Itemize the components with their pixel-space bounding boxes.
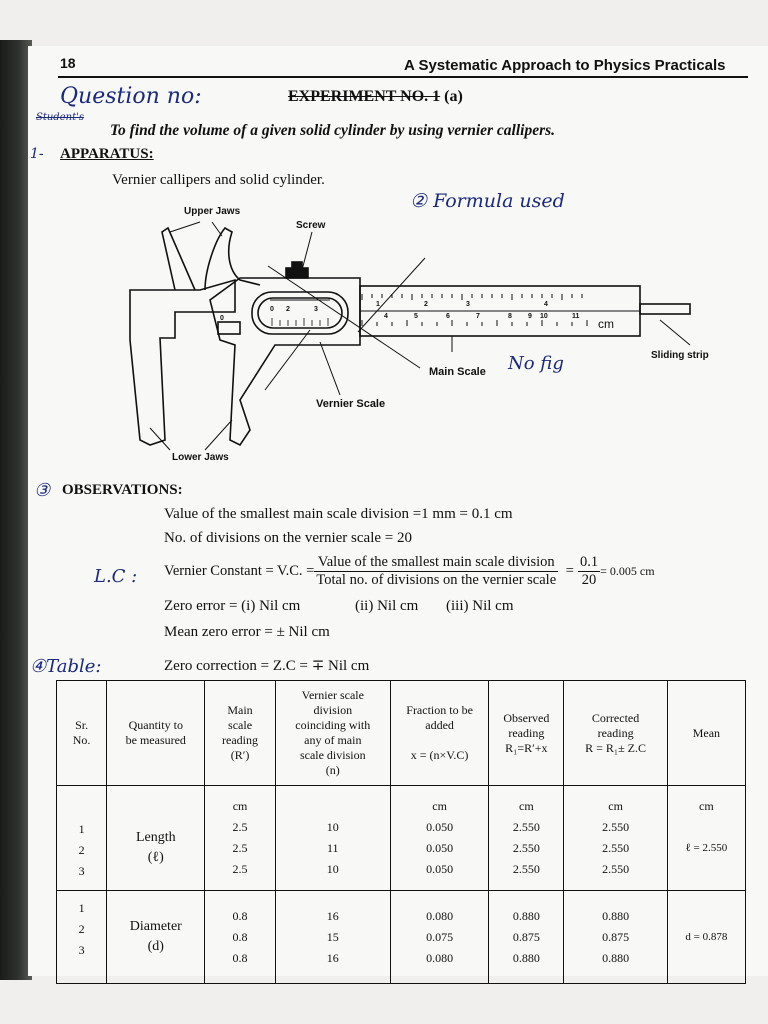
unit-label: cm: [699, 799, 714, 813]
vernier-cell: [275, 786, 390, 891]
vernier-cell: [275, 891, 390, 984]
handwritten-no-fig: No fig: [508, 353, 564, 374]
observed-value: 0.880: [512, 950, 540, 965]
vernier-scale-number: 0: [270, 306, 274, 313]
lower-scale-number: 7: [476, 313, 480, 320]
table-row-diameter: [57, 891, 746, 984]
corrected-value: 0.875: [602, 929, 630, 944]
sr-value: 1: [78, 821, 85, 836]
main-scale-number: 3: [466, 301, 470, 308]
main-value: 2.5: [232, 820, 248, 834]
label-upper-jaws: Upper Jaws: [184, 206, 241, 217]
label-screw: Screw: [296, 220, 326, 231]
main-cell: [205, 786, 275, 891]
vernier-constant-formula: [164, 554, 655, 589]
vc-equals: =: [565, 563, 574, 579]
sr-cell: [57, 786, 107, 891]
apparatus-text: Vernier callipers and solid cylinder.: [112, 172, 325, 188]
vc-numerator: Value of the smallest main scale division: [314, 554, 558, 572]
corrected-value: 2.550: [602, 841, 630, 855]
vernier-value: 16: [326, 950, 339, 965]
vc-fraction-2: [578, 554, 600, 589]
book-title: A Systematic Approach to Physics Practicals: [404, 57, 726, 74]
experiment-title-text: EXPERIMENT NO. 1: [288, 88, 441, 105]
sr-value: 2: [78, 921, 85, 936]
lower-scale-number: 5: [414, 313, 418, 320]
fraction-value: 0.050: [426, 841, 454, 855]
lower-scale-number: 8: [508, 313, 512, 320]
header-corrected: [564, 681, 667, 786]
main-value: 0.8: [232, 950, 248, 965]
vc-label: Vernier Constant = V.C. =: [164, 563, 315, 579]
observed-value: 2.550: [512, 820, 540, 834]
header-sr-text: Sr. No.: [72, 718, 91, 747]
header-quantity-text: Quantity to be measured: [125, 718, 186, 747]
struck-handwriting: Student's: [36, 112, 84, 123]
fraction-value: 0.050: [426, 862, 454, 876]
vc-result: = 0.005 cm: [600, 564, 655, 578]
corrected-value: 0.880: [602, 950, 630, 965]
vernier-value: 16: [326, 908, 339, 923]
unit-label: cm: [432, 799, 447, 813]
corrected-value: 2.550: [602, 820, 630, 834]
vernier-value: 15: [326, 929, 339, 944]
vc-fraction: [314, 554, 558, 589]
sr-value: 2: [78, 842, 85, 857]
zero-error-2: (ii) Nil cm: [355, 598, 419, 614]
quantity-name: Length: [135, 830, 176, 845]
sr-value: 3: [78, 863, 85, 878]
vernier-scale-number: 3: [314, 306, 318, 313]
corrected-cell: [564, 786, 667, 891]
main-scale-number: 4: [544, 301, 548, 308]
observation-line-2: No. of divisions on the vernier scale = 20: [164, 530, 412, 546]
main-value: 2.5: [232, 841, 248, 855]
apparatus-heading: APPARATUS:: [60, 146, 154, 162]
header-mean-text: Mean: [692, 725, 721, 740]
vernier-value: 10: [326, 820, 339, 834]
label-lower-jaws: Lower Jaws: [172, 452, 229, 463]
header-quantity: [107, 681, 205, 786]
observed-value: 2.550: [512, 862, 540, 876]
handwritten-formula-used: ② Formula used: [410, 190, 565, 212]
corrected-value: 2.550: [602, 862, 630, 876]
fraction-value: 0.075: [426, 929, 454, 944]
zero-correction: Zero correction = Z.C = ∓ Nil cm: [164, 658, 370, 674]
label-vernier-scale: Vernier Scale: [316, 398, 386, 410]
zero-error-1: Zero error = (i) Nil cm: [164, 598, 301, 614]
quantity-symbol: (d): [147, 939, 164, 954]
corrected-value: 0.880: [602, 908, 630, 923]
mean-zero-error: Mean zero error = ± Nil cm: [164, 624, 330, 640]
vernier-value: 10: [326, 862, 339, 876]
header-vernier-text: Vernier scale division coinciding with any of main scale division (n): [295, 688, 371, 777]
corrected-cell: [564, 891, 667, 984]
header-main-text: Main scale reading (R′): [222, 703, 259, 762]
handwritten-question-no: Question no:: [60, 84, 202, 109]
unit-label: cm: [519, 799, 534, 813]
fraction-value: 0.080: [426, 950, 454, 965]
header-sr-no: [57, 681, 107, 786]
observed-value: 2.550: [512, 841, 540, 855]
fraction-cell: [390, 786, 488, 891]
main-value: 0.8: [232, 908, 248, 923]
handwritten-table-label: ④Table:: [30, 656, 102, 677]
lower-scale-number: 10: [540, 313, 548, 320]
quantity-symbol: (ℓ): [147, 850, 164, 865]
fraction-value: 0.080: [426, 908, 454, 923]
observation-line-1: Value of the smallest main scale division =1 mm = 0.1 cm: [164, 506, 513, 522]
main-scale-number: 2: [424, 301, 428, 308]
main-value: 2.5: [232, 862, 248, 876]
quantity-name: Diameter: [129, 919, 182, 934]
label-cm: cm: [598, 317, 614, 331]
observed-cell: [489, 891, 564, 984]
table-row-length: [57, 786, 746, 891]
sr-cell: [57, 891, 107, 984]
fraction-cell: [390, 891, 488, 984]
zero-error-3: (iii) Nil cm: [446, 598, 514, 614]
observation-table: [56, 680, 746, 984]
lower-scale-number: 6: [446, 313, 450, 320]
main-scale-number: 1: [376, 301, 380, 308]
vc-frac2-numerator: 0.1: [579, 554, 599, 570]
vc-frac2-denominator: 20: [581, 572, 597, 588]
quantity-cell: [107, 786, 205, 891]
unit-label: cm: [608, 799, 623, 813]
experiment-aim: To find the volume of a given solid cylinder by using vernier callipers.: [110, 122, 556, 139]
header-observed: [489, 681, 564, 786]
handwritten-section-1: 1-: [30, 146, 44, 162]
unit-label: cm: [232, 799, 248, 813]
lower-scale-number: 11: [572, 313, 580, 320]
label-main-scale: Main Scale: [429, 366, 486, 378]
sr-value: 1: [78, 900, 85, 915]
handwritten-lc: L.C :: [94, 566, 138, 587]
header-fraction-text: Fraction to be added x = (n×V.C): [406, 703, 473, 762]
page-number: 18: [60, 55, 76, 71]
main-cell: [205, 891, 275, 984]
lower-scale-number: 4: [384, 313, 388, 320]
main-value: 0.8: [232, 929, 248, 944]
vernier-value: 11: [327, 841, 339, 855]
fraction-value: 0.050: [426, 820, 454, 834]
header-fraction: [390, 681, 488, 786]
header-mean: [667, 681, 745, 786]
table-header-row: [57, 681, 746, 786]
mean-value: d = 0.878: [685, 931, 728, 943]
handwritten-section-3: ③: [34, 480, 51, 501]
mean-cell: [667, 891, 745, 984]
experiment-suffix: (a): [444, 88, 463, 105]
sr-value: 3: [78, 942, 85, 957]
vc-denominator: Total no. of divisions on the vernier scale: [316, 572, 557, 588]
observed-cell: [489, 786, 564, 891]
lower-scale-number: 9: [528, 313, 532, 320]
observations-heading: OBSERVATIONS:: [62, 482, 183, 498]
quantity-cell: [107, 891, 205, 984]
observed-value: 0.880: [512, 908, 540, 923]
label-sliding-strip: Sliding strip: [651, 350, 709, 361]
header-corrected-text: Corrected reading R = R₁± Z.C: [585, 710, 647, 755]
vernier-scale-number: 2: [286, 306, 290, 313]
observed-value: 0.875: [512, 929, 540, 944]
header-observed-text: Observed reading R₁=R′+x: [503, 710, 550, 755]
mean-cell: [667, 786, 745, 891]
header-main-scale: [205, 681, 275, 786]
zero-mark: 0: [220, 315, 224, 322]
mean-value: ℓ = 2.550: [685, 842, 728, 854]
header-vernier-division: [275, 681, 390, 786]
